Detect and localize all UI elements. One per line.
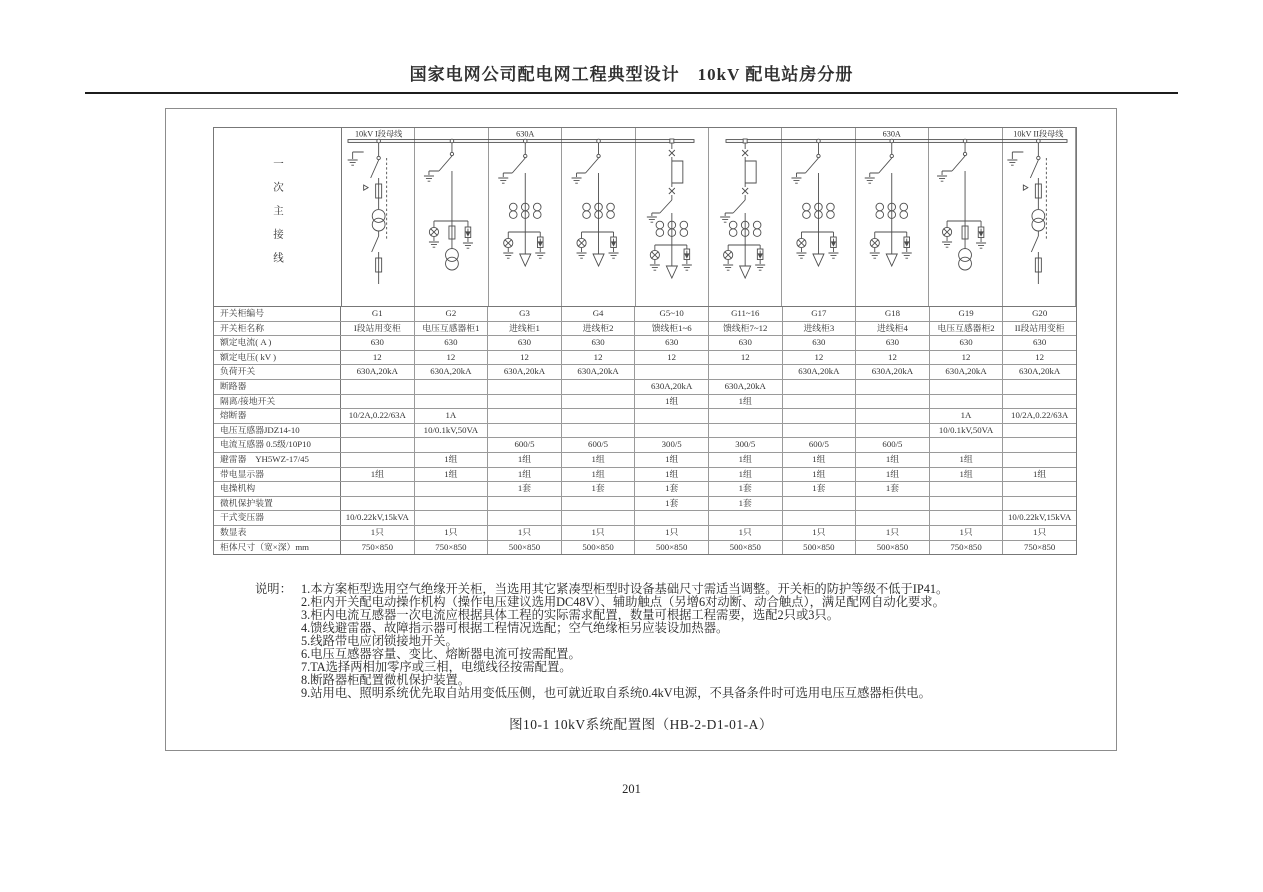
spec-cell-G11~16: 1组: [709, 468, 783, 482]
single-line-diagram-area: [342, 128, 1076, 306]
spec-cell-G5~10: 馈线柜1~6: [635, 322, 709, 336]
spec-cell-G1: 750×850: [341, 541, 415, 555]
spec-cell-G20: 750×850: [1023, 541, 1056, 552]
spec-row-14: [214, 511, 1076, 526]
spec-cell-G17: 1只: [783, 526, 857, 540]
spec-cell-G2: 630A,20kA: [415, 365, 489, 379]
diagram-cell-G17: [782, 128, 855, 306]
spec-cell-G5~10: [635, 511, 709, 525]
spec-cell-G11~16: 1套: [709, 482, 783, 496]
spec-cell-G3: 1只: [488, 526, 562, 540]
spec-cell-G18: 1组: [856, 468, 930, 482]
spec-cell-G2: [415, 395, 489, 409]
spec-cell-G4: 进线柜2: [562, 322, 636, 336]
row-label: 微机保护装置: [214, 497, 341, 511]
spec-cell-G4: 630A,20kA: [562, 365, 636, 379]
spec-cell-G5~10: 630A,20kA: [635, 380, 709, 394]
spec-cell-G19: 1组: [930, 468, 1004, 482]
row-label: 断路器: [214, 380, 341, 394]
spec-cell-G11~16: G11~16: [709, 307, 783, 321]
spec-row-6: [214, 395, 1076, 410]
spec-cell-G1: [341, 438, 415, 452]
spec-cell-G3: 12: [488, 351, 562, 365]
diagram-cell-G2: [415, 128, 488, 306]
spec-cell-G2: G2: [415, 307, 489, 321]
spec-row-15: [214, 526, 1076, 541]
row-label: 额定电压( kV ): [214, 351, 341, 365]
row-label: 开关柜编号: [214, 307, 341, 321]
spec-cell-G18: 600/5: [856, 438, 930, 452]
spec-cell-G3: [488, 511, 562, 525]
spec-cell-G4: [562, 511, 636, 525]
spec-cell-G11~16: 630A,20kA: [709, 380, 783, 394]
spec-cell-G20: II段站用变柜: [1014, 322, 1065, 333]
spec-cell-G20: [1003, 380, 1076, 394]
spec-cell-G19: 电压互感器柜2: [930, 322, 1004, 336]
spec-cell-G2: 630: [415, 336, 489, 350]
spec-cell-G2: [415, 380, 489, 394]
spec-cell-G4: [562, 424, 636, 438]
spec-cell-G1: 630A,20kA: [341, 365, 415, 379]
row-label: 干式变压器: [214, 511, 341, 525]
spec-cell-G1: 12: [341, 351, 415, 365]
spec-cell-G1: [341, 424, 415, 438]
spec-cell-G18: 1套: [856, 482, 930, 496]
row-label: 额定电流( A ): [214, 336, 341, 350]
spec-row-7: [214, 409, 1076, 424]
spec-cell-G5~10: 300/5: [635, 438, 709, 452]
spec-cell-G17: [783, 395, 857, 409]
spec-cell-G11~16: [709, 511, 783, 525]
spec-cell-G2: [415, 497, 489, 511]
spec-row-11: [214, 468, 1076, 483]
spec-cell-G2: 电压互感器柜1: [415, 322, 489, 336]
spec-row-8: [214, 424, 1076, 439]
spec-cell-G11~16: 630: [709, 336, 783, 350]
note-item-8: 8.断路器柜配置微机保护装置。: [301, 673, 471, 687]
spec-cell-G17: [783, 409, 857, 423]
row-label: 电压互感器JDZ14-10: [214, 424, 341, 438]
spec-cell-G19: 10/0.1kV,50VA: [930, 424, 1004, 438]
spec-cell-G18: 1只: [856, 526, 930, 540]
spec-cell-G20: [1003, 482, 1076, 496]
spec-cell-G20: 630: [1033, 337, 1047, 348]
spec-cell-G17: [783, 511, 857, 525]
svg-text:630A: 630A: [882, 129, 901, 139]
spec-cell-G20: [1003, 438, 1076, 452]
page-number: 201: [622, 782, 641, 796]
spec-cell-G19: [930, 511, 1004, 525]
diagram-cell-G4: [562, 128, 635, 306]
spec-cell-G20: 630A,20kA: [1018, 366, 1061, 377]
spec-cell-G1: 1组: [341, 468, 415, 482]
spec-cell-G4: [562, 497, 636, 511]
row-label: 负荷开关: [214, 365, 341, 379]
note-item-7: 7.TA选择两相加零序或三相，电缆线径按需配置。: [301, 660, 572, 674]
spec-cell-G18: 1组: [856, 453, 930, 467]
spec-cell-G2: 1只: [415, 526, 489, 540]
row-label: 数显表: [214, 526, 341, 540]
spec-cell-G1: [341, 380, 415, 394]
row-label: 柜体尺寸（宽×深）mm: [214, 541, 341, 555]
spec-cell-G1: 10/2A,0.22/63A: [341, 409, 415, 423]
spec-cell-G20: 1只: [1033, 526, 1047, 537]
spec-cell-G17: [783, 497, 857, 511]
document-title: 国家电网公司配电网工程典型设计 10kV 配电站房分册: [409, 65, 854, 84]
spec-cell-G19: G19: [930, 307, 1004, 321]
spec-cell-G18: [856, 395, 930, 409]
spec-row-1: [214, 322, 1076, 337]
spec-cell-G17: 1套: [783, 482, 857, 496]
spec-row-0: [214, 307, 1076, 322]
note-item-1: 1.本方案柜型选用空气绝缘开关柜，当选用其它紧凑型柜型时设备基础尺寸需适当调整。开关柜的防护等级不低于IP41。: [301, 582, 949, 596]
primary-wiring-label-cell: [214, 128, 342, 306]
spec-cell-G18: 630: [856, 336, 930, 350]
spec-cell-G4: 1组: [562, 453, 636, 467]
primary-wiring-row: [214, 128, 1076, 307]
spec-cell-G1: [341, 497, 415, 511]
spec-cell-G2: 1组: [415, 453, 489, 467]
spec-cell-G19: 1只: [930, 526, 1004, 540]
spec-cell-G5~10: [635, 365, 709, 379]
spec-cell-G19: 630: [930, 336, 1004, 350]
spec-cell-G19: [930, 380, 1004, 394]
spec-cell-G5~10: [635, 424, 709, 438]
spec-cell-G2: 10/0.1kV,50VA: [415, 424, 489, 438]
spec-cell-G3: 1套: [488, 482, 562, 496]
spec-cell-G3: 1组: [488, 468, 562, 482]
svg-text:10kV I段母线: 10kV I段母线: [354, 129, 403, 139]
spec-cell-G3: 600/5: [488, 438, 562, 452]
spec-cell-G3: 500×850: [488, 541, 562, 555]
spec-cell-G17: 630: [783, 336, 857, 350]
spec-cell-G19: [930, 395, 1004, 409]
spec-row-13: [214, 497, 1076, 512]
spec-cell-G11~16: 300/5: [709, 438, 783, 452]
diagram-cell-G19: [929, 128, 1002, 306]
spec-cell-G4: 600/5: [562, 438, 636, 452]
spec-cell-G18: 500×850: [856, 541, 930, 555]
spec-cell-G2: 1A: [415, 409, 489, 423]
spec-cell-G3: [488, 424, 562, 438]
spec-cell-G11~16: [709, 424, 783, 438]
row-label: 带电显示器: [214, 468, 341, 482]
spec-cell-G2: 1组: [415, 468, 489, 482]
spec-cell-G11~16: 12: [709, 351, 783, 365]
spec-cell-G17: G17: [783, 307, 857, 321]
spec-cell-G4: 1套: [562, 482, 636, 496]
spec-cell-G1: G1: [341, 307, 415, 321]
spec-cell-G3: [488, 395, 562, 409]
spec-row-9: [214, 438, 1076, 453]
spec-cell-G20: [1003, 424, 1076, 438]
header-rule: [85, 92, 1178, 94]
spec-cell-G4: 500×850: [562, 541, 636, 555]
diagram-cell-G1: [342, 128, 415, 306]
spec-cell-G20: 10/2A,0.22/63A: [1011, 410, 1069, 421]
note-item-2: 2.柜内开关配电动操作机构（操作电压建议选用DC48V）、辅助触点（另增6对动断、动合触点），满足配网自动化要求。: [301, 595, 945, 609]
spec-row-5: [214, 380, 1076, 395]
spec-cell-G17: 1组: [783, 453, 857, 467]
spec-cell-G18: [856, 497, 930, 511]
spec-cell-G4: [562, 395, 636, 409]
spec-cell-G5~10: 1组: [635, 395, 709, 409]
row-label: 避雷器 YH5WZ-17/45: [214, 453, 341, 467]
spec-row-3: [214, 351, 1076, 366]
spec-row-2: [214, 336, 1076, 351]
spec-cell-G5~10: 630: [635, 336, 709, 350]
spec-cell-G1: [341, 482, 415, 496]
drawing-sheet: [165, 108, 1117, 751]
spec-cell-G4: 1只: [562, 526, 636, 540]
spec-cell-G5~10: 500×850: [635, 541, 709, 555]
spec-cell-G17: [783, 424, 857, 438]
spec-cell-G3: 进线柜1: [488, 322, 562, 336]
row-label: 隔离/接地开关: [214, 395, 341, 409]
row-label: 电操机构: [214, 482, 341, 496]
spec-cell-G1: 10/0.22kV,15kVA: [341, 511, 415, 525]
spec-cell-G19: [930, 438, 1004, 452]
note-item-9: 9.站用电、照明系统优先取自站用变低压侧，也可就近取自系统0.4kV电源，不具备条件时可选用电压互感器柜供电。: [301, 686, 931, 700]
spec-cell-G1: 630: [341, 336, 415, 350]
spec-cell-G5~10: 1只: [635, 526, 709, 540]
primary-wiring-label: 一次主接线: [272, 158, 283, 276]
svg-text:10kV II段母线: 10kV II段母线: [1013, 129, 1064, 139]
spec-cell-G2: 12: [415, 351, 489, 365]
spec-cell-G18: [856, 409, 930, 423]
spec-cell-G3: [488, 380, 562, 394]
spec-cell-G18: [856, 380, 930, 394]
spec-cell-G17: [783, 380, 857, 394]
spec-cell-G17: 630A,20kA: [783, 365, 857, 379]
spec-cell-G17: 1组: [783, 468, 857, 482]
spec-cell-G5~10: 12: [635, 351, 709, 365]
notes-list: [301, 583, 948, 700]
spec-cell-G19: [930, 497, 1004, 511]
diagram-cell-G11~16: [709, 128, 782, 306]
spec-cell-G11~16: 馈线柜7~12: [709, 322, 783, 336]
spec-cell-G18: 630A,20kA: [856, 365, 930, 379]
spec-cell-G5~10: 1套: [635, 482, 709, 496]
spec-cell-G11~16: 1套: [709, 497, 783, 511]
spec-cell-G17: 600/5: [783, 438, 857, 452]
spec-cell-G11~16: 500×850: [709, 541, 783, 555]
spec-cell-G4: 1组: [562, 468, 636, 482]
spec-cell-G18: 12: [856, 351, 930, 365]
spec-cell-G2: [415, 438, 489, 452]
spec-cell-G5~10: G5~10: [635, 307, 709, 321]
spec-cell-G20: G20: [1032, 308, 1048, 318]
spec-cell-G20: [1003, 453, 1076, 467]
row-label: 开关柜名称: [214, 322, 341, 336]
spec-cell-G1: [341, 453, 415, 467]
spec-cell-G3: [488, 497, 562, 511]
spec-cell-G19: 750×850: [930, 541, 1004, 555]
configuration-table: [213, 127, 1077, 555]
spec-cell-G19: 630A,20kA: [930, 365, 1004, 379]
spec-cell-G18: 进线柜4: [856, 322, 930, 336]
spec-cell-G1: I段站用变柜: [341, 322, 415, 336]
spec-cell-G2: [415, 482, 489, 496]
spec-cell-G19: 1A: [930, 409, 1004, 423]
spec-cell-G11~16: 1组: [709, 453, 783, 467]
spec-cell-G20: 10/0.22kV,15kVA: [1008, 512, 1072, 523]
note-item-4: 4.馈线避雷器、故障指示器可根据工程情况选配；空气绝缘柜另应装设加热器。: [301, 621, 729, 635]
spec-cell-G5~10: 1组: [635, 453, 709, 467]
spec-cell-G20: [1003, 395, 1076, 409]
note-item-3: 3.柜内电流互感器一次电流应根据具体工程的实际需求配置，数量可根据工程需要，选配2只或3只。: [301, 608, 839, 622]
spec-cell-G17: 12: [783, 351, 857, 365]
spec-cell-G4: 630: [562, 336, 636, 350]
row-label: 电流互感器 0.5级/10P10: [214, 438, 341, 452]
spec-cell-G11~16: [709, 409, 783, 423]
spec-cell-G1: [341, 395, 415, 409]
spec-cell-G20: 12: [1035, 351, 1045, 362]
note-item-5: 5.线路带电应闭锁接地开关。: [301, 634, 458, 648]
spec-cell-G18: [856, 424, 930, 438]
spec-cell-G5~10: 1套: [635, 497, 709, 511]
spec-cell-G4: [562, 380, 636, 394]
spec-cell-G3: 630A,20kA: [488, 365, 562, 379]
note-item-6: 6.电压互感器容量、变比、熔断器电流可按需配置。: [301, 647, 581, 661]
spec-cell-G19: [930, 482, 1004, 496]
spec-cell-G3: [488, 409, 562, 423]
spec-cell-G5~10: 1组: [635, 468, 709, 482]
spec-cell-G4: G4: [562, 307, 636, 321]
spec-cell-G20: 1组: [1033, 468, 1047, 479]
spec-cell-G18: [856, 511, 930, 525]
spec-row-12: [214, 482, 1076, 497]
spec-cell-G3: 630: [488, 336, 562, 350]
spec-cell-G2: [415, 511, 489, 525]
diagram-cell-G20: [1003, 128, 1076, 306]
spec-cell-G17: 进线柜3: [783, 322, 857, 336]
spec-cell-G1: 1只: [341, 526, 415, 540]
spec-cell-G5~10: [635, 409, 709, 423]
spec-row-10: [214, 453, 1076, 468]
spec-row-4: [214, 365, 1076, 380]
notes-label: 说明：: [255, 582, 292, 596]
spec-cell-G3: G3: [488, 307, 562, 321]
spec-cell-G11~16: 1只: [709, 526, 783, 540]
spec-cell-G19: 12: [930, 351, 1004, 365]
notes-section: [255, 583, 1096, 700]
spec-cell-G11~16: [709, 365, 783, 379]
figure-caption: 图10-1 10kV系统配置图（HB-2-D1-01-A）: [509, 717, 773, 732]
spec-rows: [214, 307, 1076, 554]
svg-text:630A: 630A: [516, 129, 535, 139]
spec-cell-G4: [562, 409, 636, 423]
spec-cell-G17: 500×850: [783, 541, 857, 555]
spec-cell-G11~16: 1组: [709, 395, 783, 409]
spec-cell-G2: 750×850: [415, 541, 489, 555]
diagram-cell-G18: [856, 128, 929, 306]
spec-row-16: [214, 541, 1076, 555]
diagram-cell-G5~10: [636, 128, 709, 306]
diagram-cell-G3: [489, 128, 562, 306]
spec-cell-G4: 12: [562, 351, 636, 365]
row-label: 熔断器: [214, 409, 341, 423]
spec-cell-G20: [1003, 497, 1076, 511]
spec-cell-G3: 1组: [488, 453, 562, 467]
spec-cell-G19: 1组: [930, 453, 1004, 467]
spec-cell-G18: G18: [856, 307, 930, 321]
